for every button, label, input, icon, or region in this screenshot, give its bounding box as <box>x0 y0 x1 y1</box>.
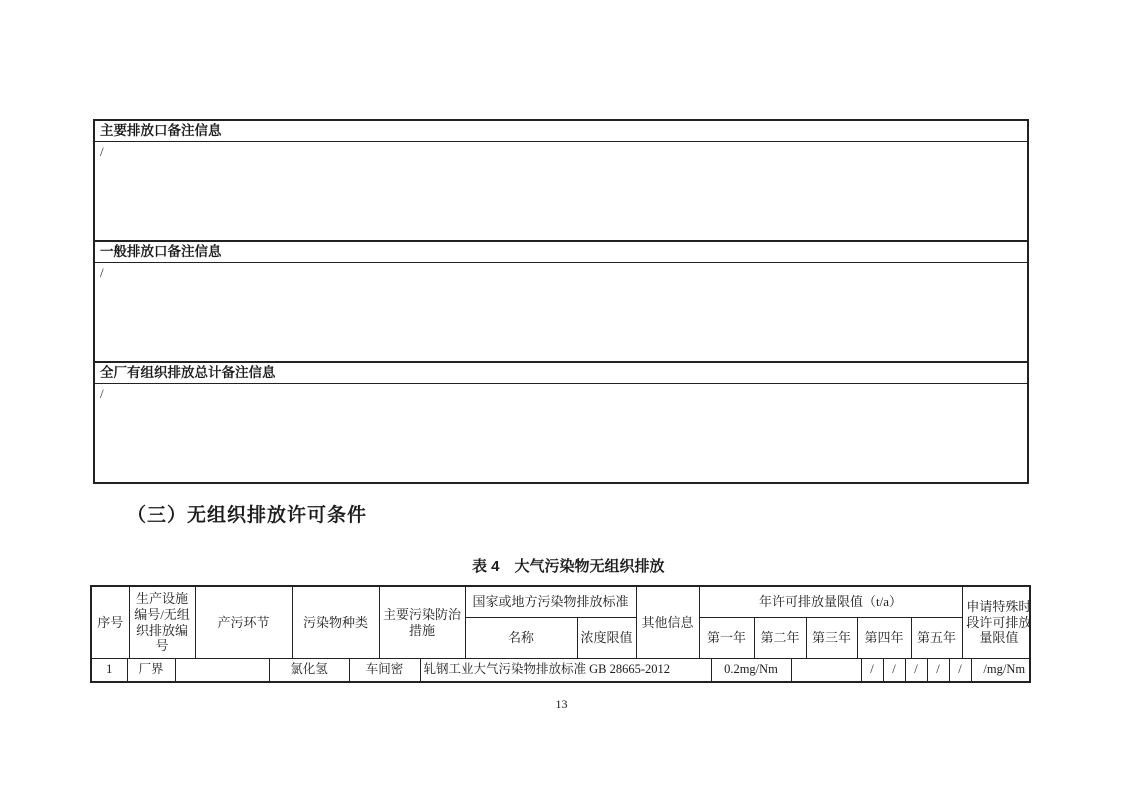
cell-concentration-limit: 0.2mg/Nm <box>711 659 791 681</box>
col-header-facility-no: 生产设施编号/无组织排放编号 <box>129 587 195 658</box>
col-header-standard-group: 国家或地方污染物排放标准 <box>465 587 636 617</box>
table4 <box>90 585 1031 683</box>
cell-standard-name: 轧钢工业大气污染物排放标准 GB 28665-2012 <box>420 659 711 681</box>
cell-process <box>175 659 269 681</box>
remark-section-title: 一般排放口备注信息 <box>95 242 1027 263</box>
cell-measure: 车间密 <box>349 659 420 681</box>
col-header-seq: 序号 <box>92 587 129 658</box>
remark-section-title: 全厂有组织排放总计备注信息 <box>95 363 1027 384</box>
remark-section-title: 主要排放口备注信息 <box>95 121 1027 142</box>
table-row <box>92 659 1037 681</box>
remark-section-plant-total <box>95 361 1027 482</box>
table4-body-table <box>92 659 1037 681</box>
cell-special-period-limit: /mg/Nm <box>971 659 1037 681</box>
remark-section-content: / <box>100 265 104 280</box>
col-header-concentration-limit: 浓度限值 <box>577 617 636 658</box>
cell-facility: 厂界 <box>127 659 175 681</box>
col-header-year-1: 第一年 <box>699 617 754 658</box>
table4-body <box>92 658 1029 681</box>
remark-section-content: / <box>100 386 104 401</box>
col-header-year-3: 第三年 <box>806 617 857 658</box>
remark-section-main-outlet <box>95 121 1027 240</box>
col-header-pollutant-type: 污染物种类 <box>292 587 379 658</box>
cell-year-2: / <box>883 659 905 681</box>
cell-other-info <box>791 659 861 681</box>
col-header-process: 产污环节 <box>195 587 292 658</box>
cell-year-5: / <box>949 659 971 681</box>
cell-year-4: / <box>927 659 949 681</box>
remark-section-general-outlet <box>95 240 1027 361</box>
col-header-year-4: 第四年 <box>857 617 911 658</box>
col-header-standard-name: 名称 <box>465 617 577 658</box>
col-header-special-period-limit: 申请特殊时段许可排放量限值 <box>962 587 1035 658</box>
section-heading: （三）无组织排放许可条件 <box>127 505 368 526</box>
page-number: 13 <box>555 697 568 711</box>
table4-title: 表 4 大气污染物无组织排放 <box>472 558 665 575</box>
col-header-year-2: 第二年 <box>754 617 806 658</box>
cell-pollutant: 氯化氢 <box>269 659 349 681</box>
remark-sections <box>93 119 1029 484</box>
remark-section-content: / <box>100 144 104 159</box>
col-header-other-info: 其他信息 <box>636 587 699 658</box>
col-header-annual-limit-group: 年许可排放量限值（t/a） <box>699 587 962 617</box>
col-header-year-5: 第五年 <box>911 617 962 658</box>
cell-seq: 1 <box>92 659 127 681</box>
col-header-control-measures: 主要污染防治措施 <box>379 587 465 658</box>
cell-year-3: / <box>905 659 927 681</box>
table4-header-table <box>92 587 1035 658</box>
cell-year-1: / <box>861 659 883 681</box>
